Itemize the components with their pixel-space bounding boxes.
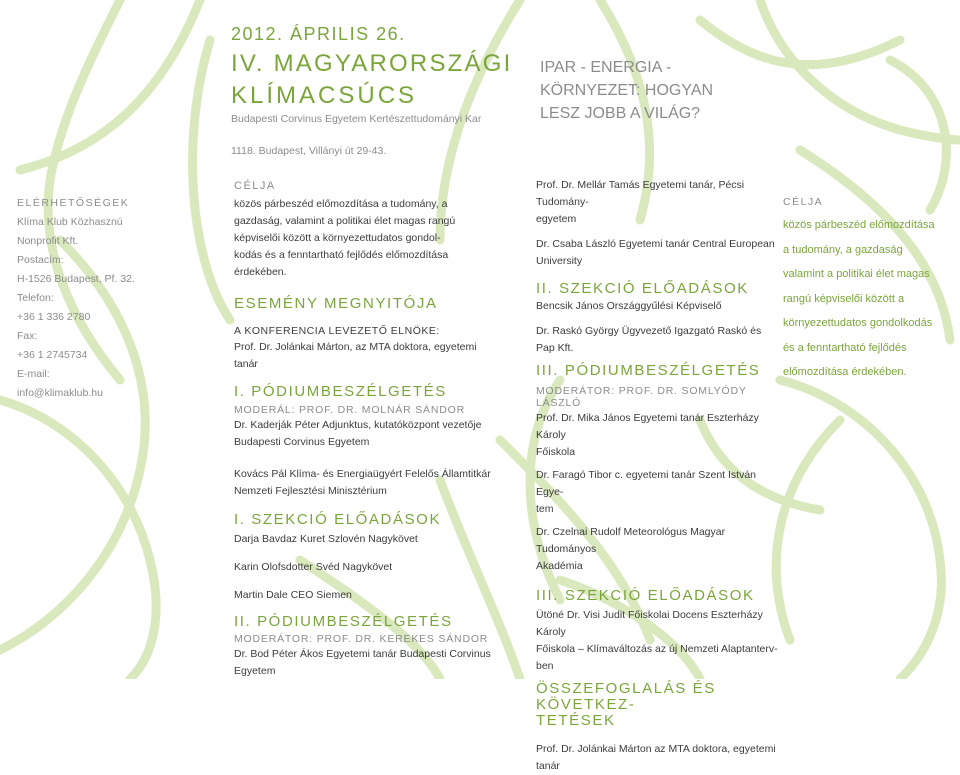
speaker-line: Dr. Faragó Tibor c. egyetemi tanár Szent István Egye- [536, 469, 757, 498]
aim-line: kodás és a fenntartható fejlődés előmozdítása [234, 249, 449, 261]
mellar-speaker [536, 177, 781, 228]
aim-column-right [783, 193, 953, 385]
csaba-speaker [536, 236, 781, 270]
aim-line: érdekében. [234, 266, 287, 278]
chair-text [234, 339, 504, 373]
right-aim-line: rangú képviselői között a [783, 292, 905, 305]
chair-line: tanár [234, 358, 258, 370]
section3-text [536, 607, 781, 675]
right-aim-line: közös párbeszéd előmozdítása [783, 219, 935, 231]
speaker-line: Akadémia [536, 560, 583, 572]
program-column-2 [536, 177, 781, 775]
aim-heading: CÉLJA [234, 180, 276, 192]
summary-text [536, 741, 781, 775]
speaker-line: Egyetem [234, 665, 276, 677]
summary-heading [536, 681, 781, 729]
chair-line: Prof. Dr. Jolánkai Márton, az MTA doktora, egyetemi [234, 341, 477, 353]
contact-line: +36 1 336 2780 [17, 311, 91, 323]
mika-speaker [536, 410, 781, 461]
panel2-moderator: MODERÁTOR: PROF. DR. KEREKES SÁNDOR [234, 633, 489, 645]
czelnai-speaker [536, 524, 781, 575]
event-subtitle [540, 56, 713, 125]
section2-heading: II. SZEKCIÓ ELŐADÁSOK [536, 280, 749, 297]
contact-email[interactable]: info@klimaklub.hu [17, 387, 103, 399]
speaker-line: Nemzeti Fejlesztési Minisztérium [234, 485, 387, 497]
aim-line: közös párbeszéd előmozdítása a tudomány, a [234, 198, 448, 210]
contact-line: Fax: [17, 330, 38, 342]
right-aim-line: és a fenntartható fejlődés [783, 341, 907, 354]
speaker-line: Kovács Pál Klíma- és Energiaügyért Felelős Államtitkár [234, 468, 491, 480]
contact-line: Telefon: [17, 292, 54, 304]
farago-speaker [536, 467, 781, 518]
contact-line: H-1526 Budapest, Pf. 32. [17, 273, 135, 285]
panel2-heading: II. PÓDIUMBESZÉLGETÉS [234, 613, 453, 630]
opening-heading: ESEMÉNY MEGNYITÓJA [234, 295, 438, 312]
right-aim-line: környezettudatos gondolkodás [783, 317, 933, 329]
speaker-line: University [536, 255, 583, 267]
section1-item: Darja Bavdaz Kuret Szlovén Nagykövet [234, 533, 418, 545]
summary-line: tanár [536, 760, 560, 772]
contact-line: Nonprofit Kft. [17, 235, 79, 247]
section3-heading: III. SZEKCIÓ ELŐADÁSOK [536, 587, 755, 604]
aim-line: képviselői között a környezettudatos gondol- [234, 232, 441, 244]
subtitle-line3: LESZ JOBB A VILÁG? [540, 105, 701, 122]
contact-line: +36 1 2745734 [17, 349, 88, 361]
section1-heading: I. SZEKCIÓ ELŐADÁSOK [234, 511, 442, 528]
event-address: 1118. Budapest, Villányi út 29-43. [231, 145, 387, 157]
speaker-line: Prof. Dr. Mika János Egyetemi tanár Eszterházy Károly [536, 412, 759, 441]
right-aim-line: valamint a politikai élet magas [783, 268, 930, 280]
right-aim-line: előmozdítása érdekében. [783, 366, 907, 378]
subtitle-line2: KÖRNYEZET: HOGYAN [540, 82, 714, 99]
summary-heading-line: TETÉSEK [536, 712, 616, 729]
speaker-line: egyetem [536, 213, 577, 225]
contact-line: Klíma Klub Közhasznú [17, 216, 123, 228]
event-title-line2: KLÍMACSÚCS [231, 82, 418, 109]
program-column-1 [234, 178, 504, 680]
speaker-line: Prof. Dr. Mellár Tamás Egyetemi tanár, Pécsi Tudomány- [536, 179, 745, 208]
panel3-heading: III. PÓDIUMBESZÉLGETÉS [536, 362, 761, 379]
right-aim-text [783, 213, 953, 385]
summary-line: Prof. Dr. Jolánkai Márton az MTA doktora, egyetemi [536, 743, 776, 755]
aim-line: gazdaság, valamint a politikai élet magas rangú [234, 215, 456, 227]
section3-line: Ütöné Dr. Visi Judit Főiskolai Docens Eszterházy Károly [536, 609, 763, 638]
section2-item: Dr. Raskó György Ügyvezető Igazgató Raskó és Pap Kft. [536, 325, 762, 354]
contact-line: Postacím: [17, 254, 64, 266]
section3-line: ben [536, 660, 554, 672]
panel1-heading: I. PÓDIUMBESZÉLGETÉS [234, 383, 447, 400]
panel1-moderator: MODERÁL: PROF. DR. MOLNÁR SÁNDOR [234, 404, 465, 416]
section1-item: Martin Dale CEO Siemen [234, 589, 352, 601]
panel1-speakers [234, 417, 504, 451]
panel3-moderator: MODERÁTOR: PROF. DR. SOMLYÓDY LÁSZLÓ [536, 385, 747, 409]
event-date: 2012. ÁPRILIS 26. [231, 24, 406, 44]
section3-line: Főiskola – Klímaváltozás az új Nemzeti Alaptanterv- [536, 643, 778, 655]
chair-heading: A KONFERENCIA LEVEZETŐ ELNÖKE: [234, 325, 440, 337]
section2-item: Bencsik János Országgyűlési Képviselő [536, 300, 722, 312]
speaker-line: Budapesti Corvinus Egyetem [234, 436, 370, 448]
speaker-line: Dr. Csaba László Egyetemi tanár Central European [536, 238, 775, 250]
speaker-line: Dr. Czelnai Rudolf Meteorológus Magyar Tudományos [536, 526, 726, 555]
event-title-line1: IV. MAGYARORSZÁGI [231, 50, 513, 77]
contact-block [17, 194, 135, 403]
speaker-line: Főiskola [536, 446, 576, 458]
contact-heading: ELÉRHETŐSÉGEK [17, 197, 130, 209]
right-aim-heading: CÉLJA [783, 196, 824, 208]
panel2-speakers [234, 646, 504, 680]
speaker-line: Dr. Bod Péter Ákos Egyetemi tanár Budapesti Corvinus [234, 648, 491, 660]
kovacs-speaker [234, 466, 504, 500]
right-aim-line: a tudomány, a gazdaság [783, 243, 903, 256]
summary-heading-line: ÖSSZEFOGLALÁS ÉS KÖVETKEZ- [536, 680, 716, 713]
speaker-line: tem [536, 503, 554, 515]
section1-item: Karin Olofsdotter Svéd Nagykövet [234, 561, 393, 573]
event-venue: Budapesti Corvinus Egyetem Kertészettudományi Kar [231, 113, 482, 125]
subtitle-line1: IPAR - ENERGIA - [540, 59, 672, 76]
speaker-line: Dr. Kaderják Péter Adjunktus, kutatóközpont vezetője [234, 419, 482, 431]
aim-text [234, 196, 504, 281]
contact-line: E-mail: [17, 368, 50, 380]
